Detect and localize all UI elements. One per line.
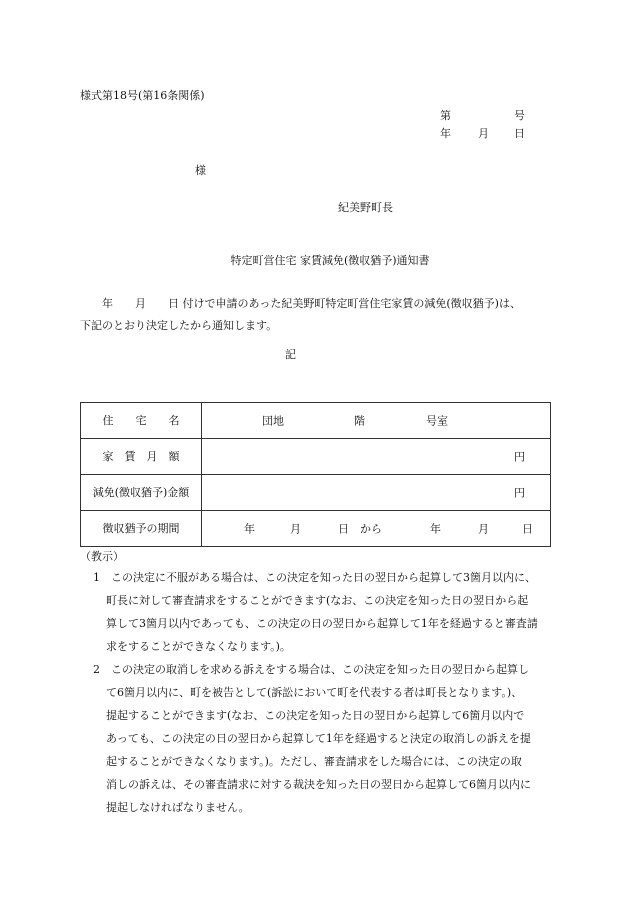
addressee-suffix: 様	[195, 164, 206, 177]
body-text	[80, 293, 555, 337]
address-goushitsu: 号室	[426, 414, 448, 427]
note-line: 提起することができます(なお、この決定を知った日の翌日から起算して6箇月以内で	[106, 709, 525, 722]
table-row	[81, 439, 551, 475]
notes-heading: （教示）	[80, 550, 124, 563]
note-line: 起することができなくなります。)。ただし、審査請求をした場合には、この決定の取	[106, 755, 522, 768]
ki-mark: 記	[285, 348, 296, 361]
note-line: 2 この決定の取消しを求める訴えをする場合は、この決定を知った日の翌日から起算し	[93, 663, 529, 676]
table-row	[81, 475, 551, 511]
note-line: 求をすることができなくなります。)。	[106, 640, 291, 653]
period-label: 徴収猶予の期間	[81, 511, 202, 547]
note-line: 町長に対して審査請求をすることができます(なお、この決定を知った日の翌日から起	[106, 594, 529, 607]
period-year-2: 年	[430, 522, 441, 535]
rent-value	[202, 439, 551, 475]
period-day-1: 日	[338, 522, 349, 535]
address-value	[202, 403, 551, 439]
doc-number-go: 号	[514, 109, 525, 122]
doc-number-dai: 第	[440, 109, 451, 122]
note-line: 消しの訴えは、その審査請求に対する裁決を知った日の翌日から起算して6箇月以内に	[106, 778, 531, 791]
note-line: 算して3箇月以内であっても、この決定の日の翌日から起算して1年を経過すると審査請	[106, 617, 538, 630]
form-number: 様式第18号(第16条関係)	[80, 89, 205, 102]
period-value	[202, 511, 551, 547]
period-month-1: 月	[290, 522, 301, 535]
doc-date-year: 年	[440, 127, 451, 140]
body-line-2: 下記のとおり決定したから通知します。	[80, 319, 278, 332]
doc-date-day: 日	[514, 127, 525, 140]
address-label: 住 宅 名	[81, 403, 202, 439]
reduction-value	[202, 475, 551, 511]
address-danchi: 団地	[262, 414, 284, 427]
note-line: 1 この決定に不服がある場合は、この決定を知った日の翌日から起算して3箇月以内に、	[93, 571, 536, 584]
note-line: 提起しなければなりません。	[106, 801, 250, 814]
note-line: あっても、この決定の日の翌日から起算して1年を経過すると決定の取消しの訴えを提	[106, 732, 531, 745]
reduction-unit: 円	[514, 486, 525, 499]
info-table	[80, 402, 551, 547]
period-from: から	[360, 522, 382, 535]
reduction-label: 減免(徴収猶予)金額	[81, 475, 202, 511]
period-day-2: 日	[522, 522, 533, 535]
rent-label: 家 賃 月 額	[81, 439, 202, 475]
doc-date-month: 月	[478, 127, 489, 140]
document-title: 特定町営住宅 家賃減免(徴収猶予)通知書	[230, 254, 430, 267]
table-row	[81, 511, 551, 547]
address-kai: 階	[354, 414, 365, 427]
body-line-1: 年 月 日 付けで申請のあった紀美野町特定町営住宅家賃の減免(徴収猶予)は、	[102, 297, 521, 310]
note-line: て6箇月以内に、町を被告として(訴訟において町を代表する者は町長となります。)、	[106, 686, 523, 699]
period-year-1: 年	[244, 522, 255, 535]
table-row	[81, 403, 551, 439]
period-month-2: 月	[478, 522, 489, 535]
rent-unit: 円	[514, 450, 525, 463]
notes-section	[80, 548, 560, 819]
issuer-name: 紀美野町長	[338, 201, 393, 214]
